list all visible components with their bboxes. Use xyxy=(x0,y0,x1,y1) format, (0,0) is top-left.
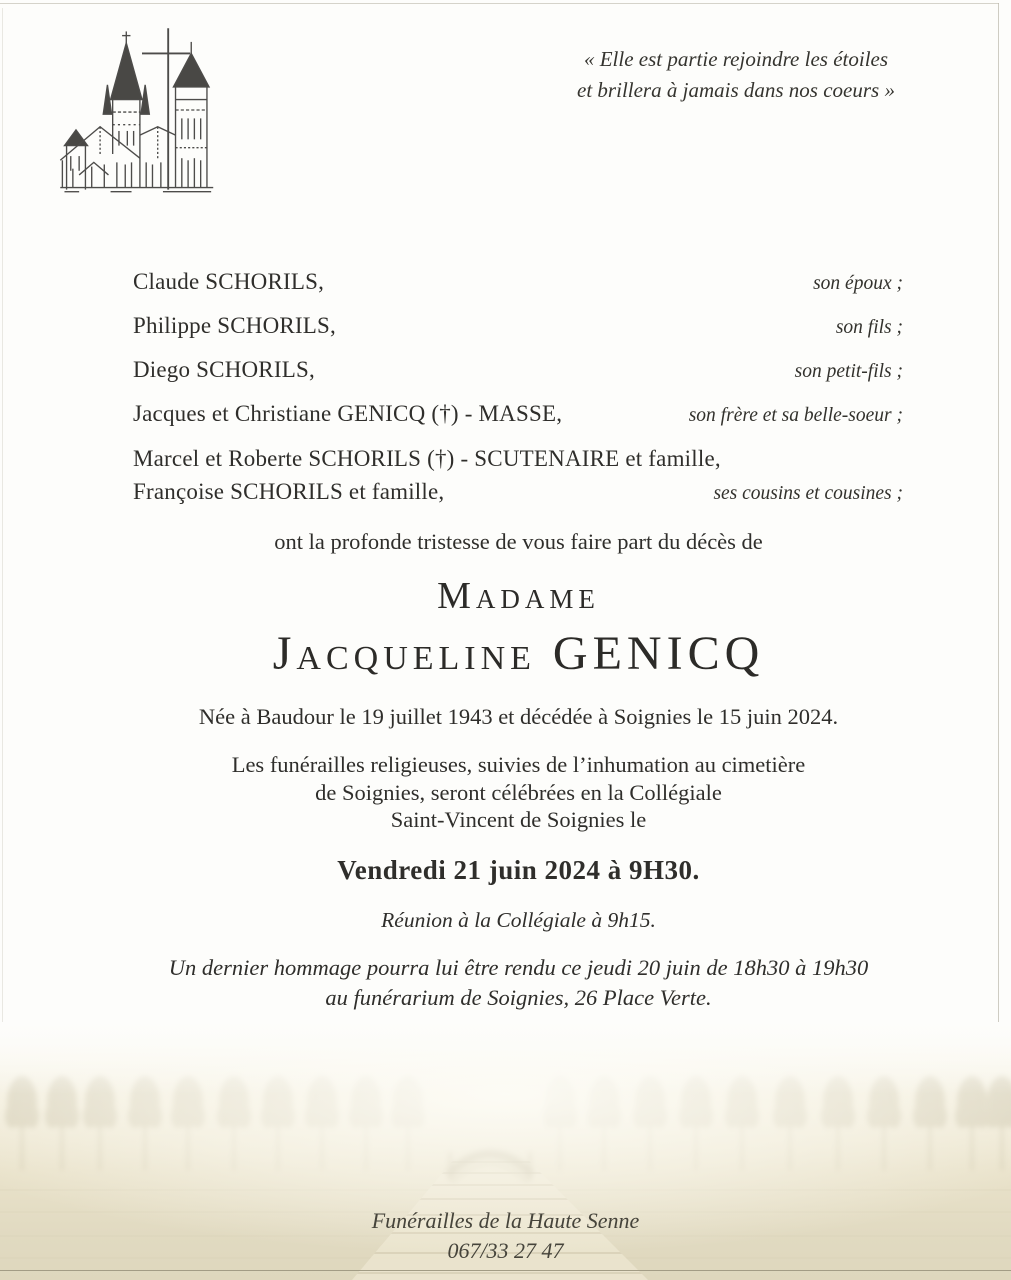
funeral-home-name: Funérailles de la Haute Senne xyxy=(371,1208,640,1233)
ceremony-line-2: de Soignies, seront célébrées en la Collégiale xyxy=(315,779,722,805)
tribute-paragraph xyxy=(26,953,1011,1012)
family-member-relation: ses cousins et cousines ; xyxy=(713,483,903,504)
family-member-name: Diego SCHORILS, xyxy=(133,357,315,382)
family-member-relation: son fils ; xyxy=(835,317,903,338)
family-member-relation: son époux ; xyxy=(813,273,903,294)
tribute-line-2: au funérarium de Soignies, 26 Place Verte. xyxy=(325,984,712,1010)
family-member-name: Marcel et Roberte SCHORILS (†) - SCUTENAIRE et famille, xyxy=(133,446,721,471)
funeral-home-phone: 067/33 27 47 xyxy=(447,1238,564,1263)
family-row xyxy=(133,270,903,296)
family-member-relation: son petit-fils ; xyxy=(794,361,903,382)
church-illustration-icon xyxy=(58,22,226,198)
scan-edge-top xyxy=(0,3,999,4)
quote-line-2: et brillera à jamais dans nos coeurs » xyxy=(577,78,895,102)
family-member-name: Philippe SCHORILS, xyxy=(133,313,336,338)
ceremony-line-3: Saint-Vincent de Soignies le xyxy=(390,807,647,832)
deceased-title: Madame xyxy=(437,575,600,617)
birth-death-line: Née à Baudour le 19 juillet 1943 et décédée à Soignies le 15 juin 2024. xyxy=(198,704,839,729)
family-member-name: Claude SCHORILS, xyxy=(133,269,325,294)
ceremony-paragraph xyxy=(26,751,1011,834)
bottom-rule xyxy=(0,1270,1011,1271)
quote-line-1: « Elle est partie rejoindre les étoiles xyxy=(583,47,889,71)
memorial-quote xyxy=(552,44,920,106)
family-row xyxy=(133,447,903,471)
family-row xyxy=(133,402,903,428)
family-row xyxy=(133,314,903,340)
deceased-name: Jacqueline GENICQ xyxy=(272,627,765,680)
family-member-name: Jacques et Christiane GENICQ (†) - MASSE, xyxy=(133,401,563,426)
family-member-relation: son frère et sa belle-soeur ; xyxy=(688,405,903,426)
meeting-line: Réunion à la Collégiale à 9h15. xyxy=(381,908,656,932)
family-list xyxy=(133,270,903,506)
family-row xyxy=(133,358,903,384)
tribute-line-1: Un dernier hommage pourra lui être rendu ce jeudi 20 juin de 18h30 à 19h30 xyxy=(168,955,869,980)
ceremony-date: Vendredi 21 juin 2024 à 9H30. xyxy=(337,855,700,885)
family-member-name: Françoise SCHORILS et famille, xyxy=(133,479,445,504)
ceremony-line-1: Les funérailles religieuses, suivies de l’inhumation au cimetière xyxy=(231,752,806,777)
announcement-line: ont la profonde tristesse de vous faire part du décès de xyxy=(274,529,763,554)
family-row xyxy=(133,480,903,506)
